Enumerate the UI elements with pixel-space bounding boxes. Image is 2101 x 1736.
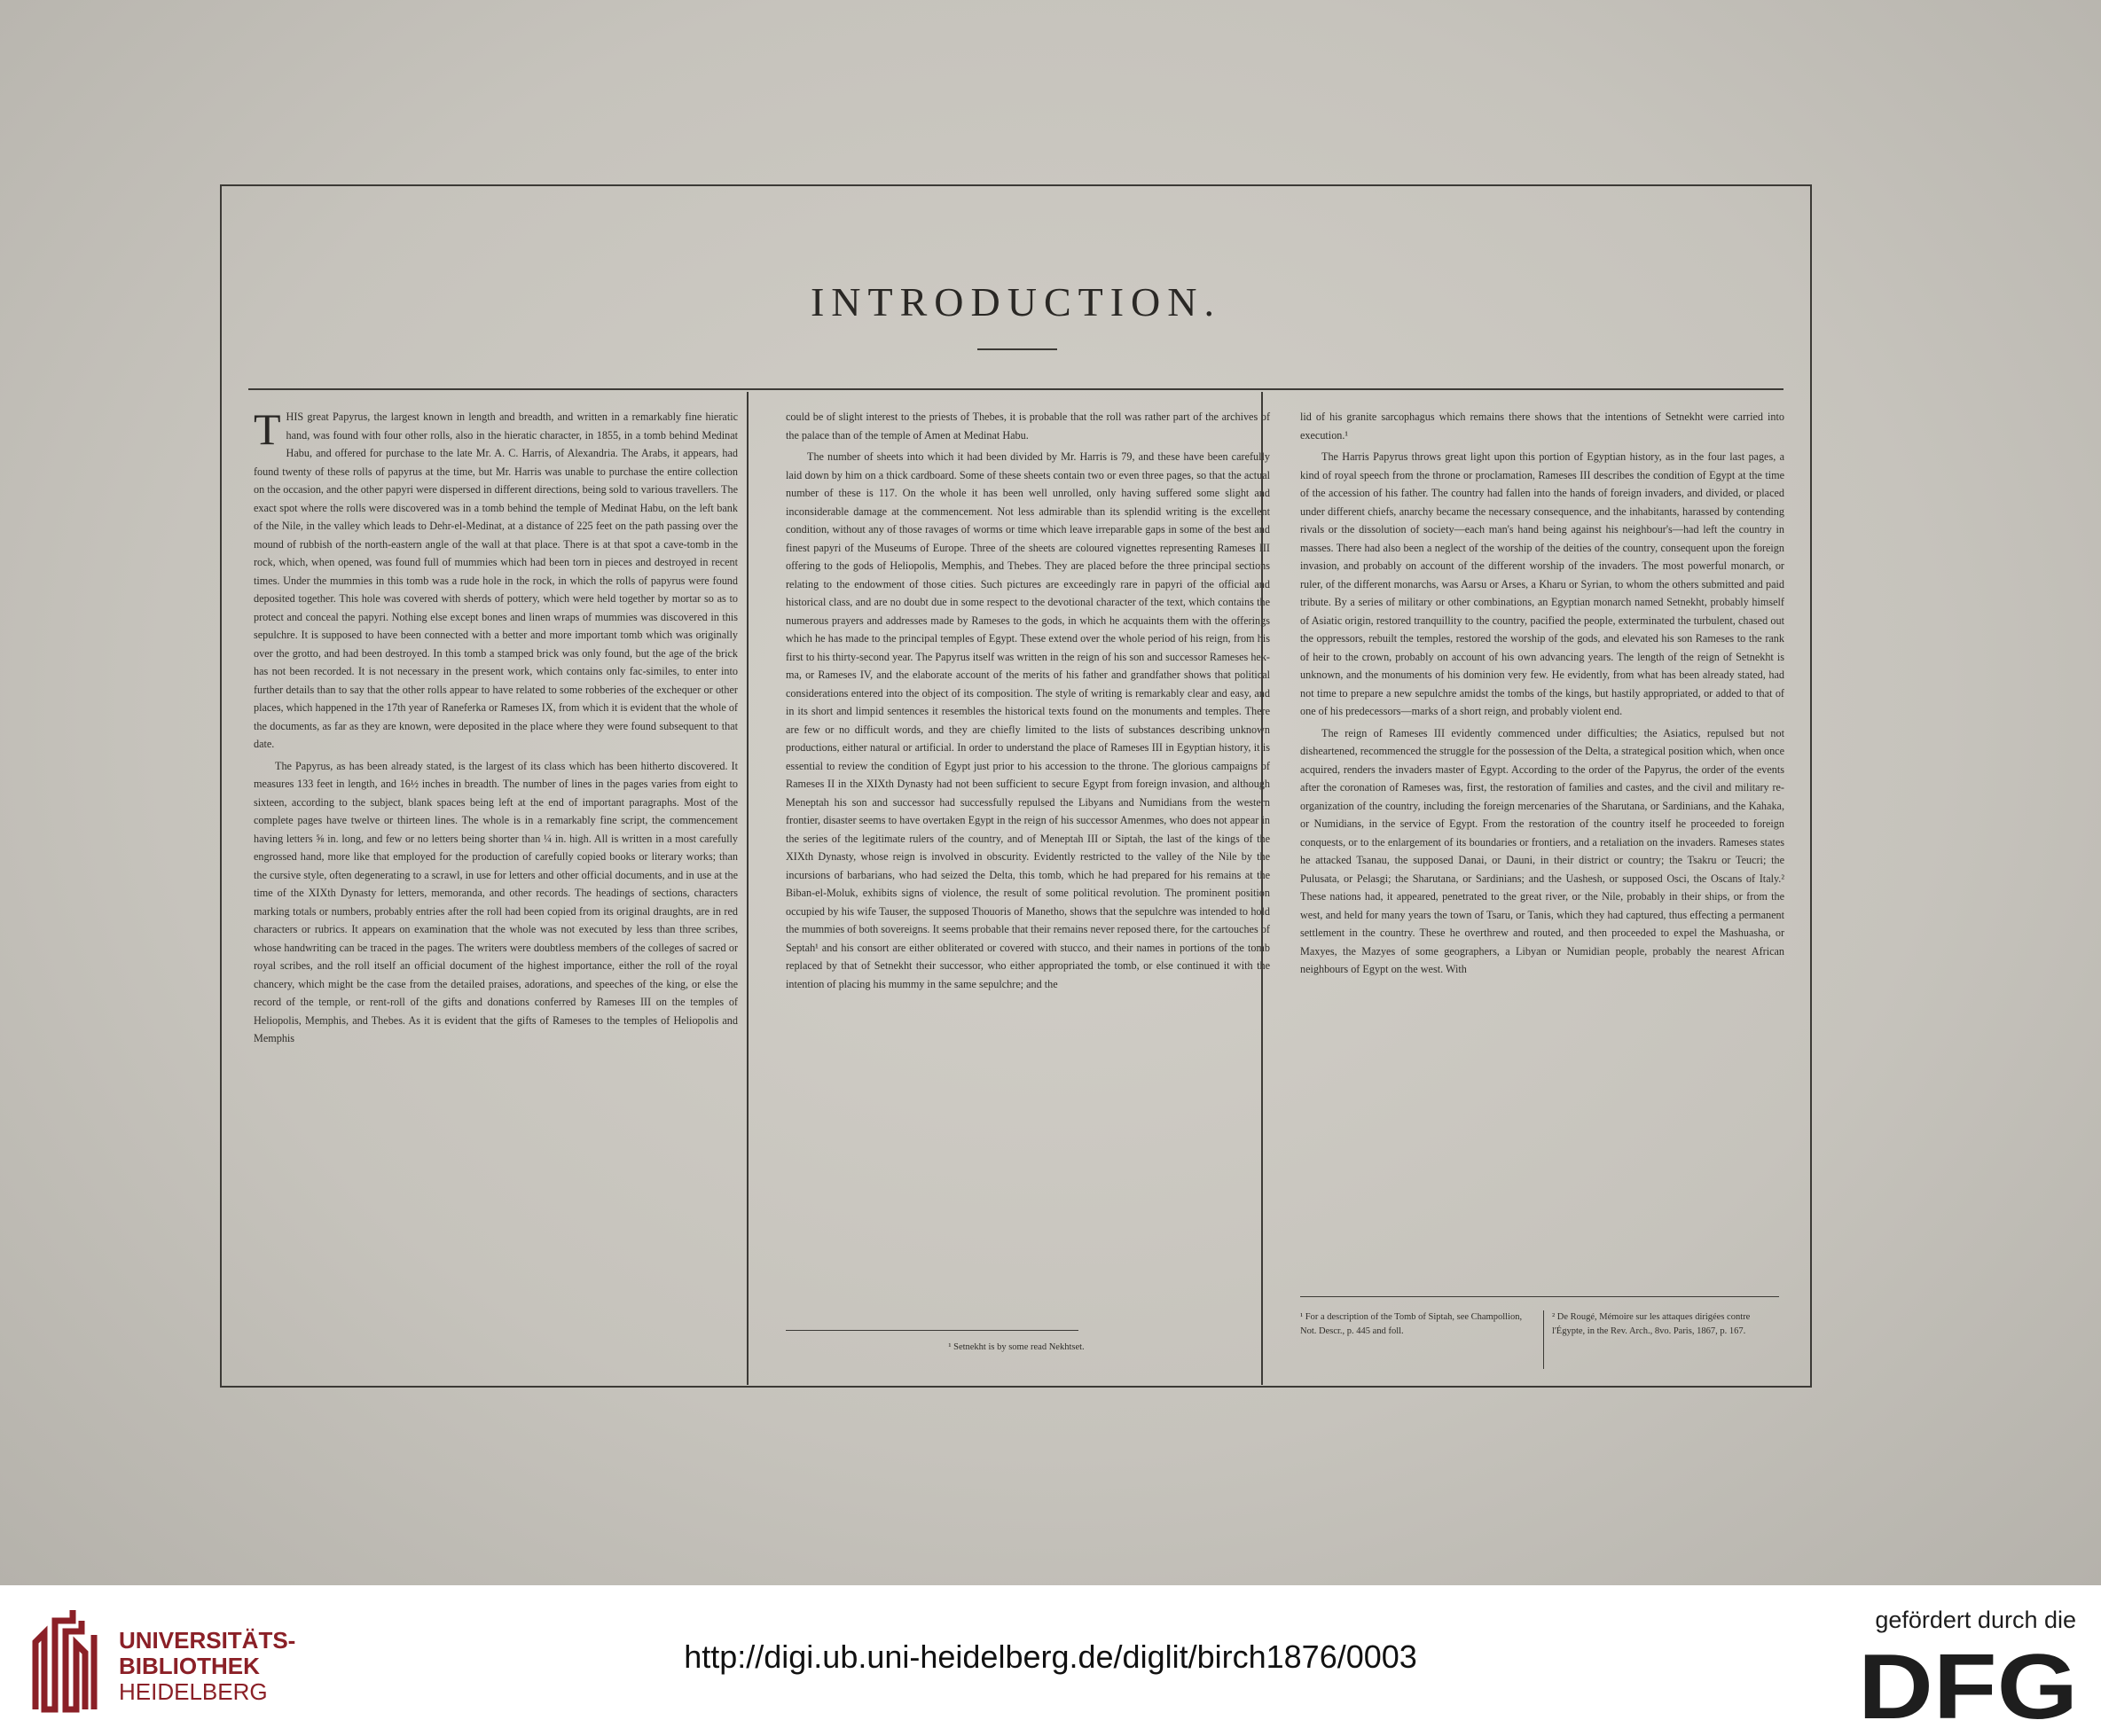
text-column-2: [786, 408, 1270, 997]
footnote: ¹ For a description of the Tomb of Siptah, see Champollion, Not. Descr., p. 445 and foll.: [1300, 1312, 1523, 1336]
institution-line: HEIDELBERG: [119, 1678, 268, 1705]
paragraph: The Papyrus, as has been already stated, is the largest of its class which has been hitherto discovered. It measures 133 feet in length, and 16½ inches in breadth. The number of lines in the pages varies from eight to sixteen, according to the subject, blank spaces being left at the end of important paragraphs. Most of the complete pages have twelve or thirteen lines. The whole is in a remarkably fine script, the commencement having letters ⅝ in. long, and few or no letters being shorter than ¼ in. high. All is written in a most carefully engrossed hand, more like that employed for the production of carefully copied books or literary works; than the cursive style, often degenerating to a scrawl, in use for letters and other official documents, and in use at the time of the XIXth Dynasty for letters, memoranda, and other records. The headings of sections, characters marking totals or numbers, probably entries after the roll had been copied from its original draughts, are in red characters or rubrics. It appears on examination that the whole was not executed by less than three scribes, whose handwriting can be traced in the pages. The writers were doubtless members of the colleges of sacred or royal scribes, and the roll itself an official document of the highest importance, either the roll of the royal chancery, which might be the case from the detailed praises, adorations, and speeches of the king, or else the record of the temple, or rent-roll of the gifts and donations conferred by Rameses III on the temples of Heliopolis, Memphis, and Thebes. As it is evident that the gifts of Rameses to the temples of Heliopolis and Memphis: [254, 759, 738, 1044]
column-divider: [747, 392, 749, 1385]
text-column-3: [1300, 408, 1784, 982]
footnote-divider: [1543, 1310, 1544, 1369]
page-frame: [220, 184, 1812, 1388]
page-title: INTRODUCTION.: [810, 279, 1221, 325]
paragraph: [254, 404, 738, 754]
institution-line: UNIVERSITÄTS-: [119, 1627, 296, 1654]
paragraph: The Harris Papyrus throws great light upon this portion of Egyptian history, as in the four last pages, a kind of royal speech from the throne or proclamation, Rameses III describes the condition of Egypt at the time of the accession of his father. The country had fallen into the hands of foreign invaders, and divided, or placed under different chiefs, anarchy became the necessary consequence, and the inhabitants, harassed by contending rivals or the dissolution of society—each man's hand being against his neighbour's—had left the country in masses. There had also been a neglect of the worship of the deities of the country, consequent upon the foreign invasion, and probably on account of the different worship of the invaders. The most powerful monarch, or ruler, of the different monarchs, was Aarsu or Arses, a Kharu or Syrian, to whom the others submitted and paid tribute. By a series of military or other combinations, an Egyptian monarch named Setnekht, probably himself of Asiatic origin, restored tranquillity to the country, pacified the people, exterminated the turbulent, chased out the oppressors, rebuilt the temples, restored the worship of the gods, and elevated his son Rameses to the rank of heir to the crown, probably on account of his own advancing years. The length of the reign of Setnekht is unknown, and the monuments of his dominion very few. He evidently, from what has been already stated, had not time to prepare a new sepulchre amidst the tombs of the kings, but hastily appropriated, or added to that of one of his predecessors—marks of a short reign, and probably violent end.: [1300, 450, 1784, 717]
footer-bar: [0, 1585, 2101, 1736]
paragraph: lid of his granite sarcophagus which remains there shows that the intentions of Setnekht were carried into execution.¹: [1300, 411, 1784, 442]
dfg-logo-icon: [1858, 1647, 2080, 1724]
title-rule: [977, 348, 1057, 350]
footnote-rule: [786, 1330, 1078, 1331]
paragraph: The number of sheets into which it had been divided by Mr. Harris is 79, and these have been carefully laid down by him on a thick cardboard. Some of these sheets contain two or even three pages, so that the actual number of these is 117. On the whole it has been well unrolled, only having suffered some slight and inconsiderable damage at the commencement. Not less admirable than its splendid writing is the excellent condition, without any of those ravages of worms or time which leave irreparable gaps in some of the best and finest papyri of the Museums of Europe. Three of the sheets are coloured vignettes representing Rameses III offering to the gods of Heliopolis, Memphis, and Thebes. They are placed before the three principal sections relating to the endowment of those cities. Such pictures are exceedingly rare in papyri of the official and historical class, and are no doubt due in some respect to the devotional character of the text, which contains the numerous prayers and addresses made by Rameses to the gods, in which he acquaints them with the offerings which he has made to the principal temples of Egypt. These extend over the whole period of his reign, from his first to his thirty-second year. The Papyrus itself was written in the reign of his son and successor Rameses hek-ma, or Rameses IV, and the elaborate account of the merits of his father and grandfather shows that political considerations entered into the object of its composition. The style of writing is remarkably clear and easy, and in its short and limpid sentences it resembles the historical texts found on the monuments and temples. There are few or no difficult words, and they are chiefly limited to the lists of substances describing unknown productions, either natural or artificial. In order to understand the place of Rameses III in Egyptian history, it is essential to review the condition of Egypt just prior to his accession to the throne. The glorious campaigns of Rameses II in the XIXth Dynasty had not been sufficient to secure Egypt from foreign invasion, and although Meneptah his son and successor had successfully repulsed the Libyans and Numidians from the western frontier, disaster seems to have overtaken Egypt in the reign of his successor Amenmes, who does not appear in the series of the legitimate rulers of the country, and of Meneptah III or Siptah, the last of the kings of the XIXth Dynasty, whose reign is involved in obscurity. Evidently restricted to the valley of the Nile by the incursions of barbarians, who had seized the Delta, this tomb, which he had prepared for his remains at the Biban-el-Moluk, exhibits signs of violence, the result of some political revolution. The prominent position occupied by his wife Tauser, the supposed Thouoris of Manetho, shows that the sepulchre was intended to hold the mummies of both sovereigns. It seems probable that their remains never reposed there, for the cartouches of Septah¹ and his consort are either obliterated or covered with stucco, and their names in portions of the tomb replaced by that of Setnekht their successor, who either appropriated the tomb, or else continued it with the intention of placing his mummy in the same sepulchre; and the: [786, 450, 1270, 990]
document-url-link[interactable]: http://digi.ub.uni-heidelberg.de/diglit/birch1876/0003: [684, 1638, 1417, 1675]
footnote: ² De Rougé, Mémoire sur les attaques dirigées contre l'Égypte, in the Rev. Arch., 8vo. Paris, 1867, p. 167.: [1552, 1312, 1751, 1336]
paragraph: could be of slight interest to the priests of Thebes, it is probable that the roll was rather part of the archives of the palace than of the temple of Amen at Medinat Habu.: [786, 411, 1270, 442]
funder-logo-text: DFG: [1858, 1647, 2078, 1724]
drop-cap: T: [254, 404, 281, 454]
footnote: ¹ Setnekht is by some read Nekhtset.: [948, 1342, 1085, 1352]
column-divider: [1261, 392, 1263, 1385]
footnote-rule: [1300, 1296, 1779, 1297]
paragraph-text: HIS great Papyrus, the largest known in length and breadth, and written in a remarkably fine hieratic hand, was found with four other rolls, also in the hieratic character, in 1855, in a tomb behind Medinat Habu, and offered for purchase to the late Mr. A. C. Harris, of Alexandria. The Arabs, it appears, had found twenty of these rolls of papyrus at the time, but Mr. Harris was unable to purchase the entire collection on the occasion, and the other papyri were dispersed in different directions, being sold to various travellers. The exact spot where the rolls were discovered was in a tomb behind the temple of Medinat Habu, on the left bank of the Nile, in the valley which leads to Dehr-el-Medinat, at a distance of 225 feet on the path passing over the mound of rubbish of the north-eastern angle of the wall at that place. There is at that spot a cave-tomb in the rock, which, when opened, was found full of mummies which had been torn in pieces and destroyed in recent times. Under the mummies in this tomb was a rude hole in the rock, in which the rolls of papyrus were found deposited together. This hole was covered with sherds of pottery, which were held together by mortar so as to protect and conceal the papyri. Nothing else except bones and linen wraps of mummies was discovered in this sepulchre. It is supposed to have been connected with a better and more important tomb which was originally over the grotto, and had been destroyed. In this tomb a stamped brick was only found, but the age of the brick has not been recorded. It is not necessary in the present work, which contains only fac-similes, to enter into further details than to say that the other rolls appear to have related to some robberies of the exchequer or other places, which happened in the 17th year of Raneferka or Rameses IX, from which it is evident that the whole of the documents, as far as they are known, were deposited in the place where they were found subsequent to that date.: [254, 411, 738, 750]
institution-line: BIBLIOTHEK: [119, 1653, 260, 1679]
funder-note: gefördert durch die: [1875, 1607, 2076, 1633]
paragraph: The reign of Rameses III evidently commenced under difficulties; the Asiatics, repulsed but not disheartened, recommenced the struggle for the possession of the Delta, a strategical position which, when once acquired, renders the invaders master of Egypt. According to the order of the Papyrus, the order of the events after the coronation of Rameses was, first, the restoration of families and castes, and the civil and military re-organization of the country, including the foreign mercenaries of the Sharutana, or Sardinians, and the Kahaka, or Numidians, in the service of Egypt. From the restoration of the country itself he proceeded to foreign conquests, or to the enlargement of its boundaries or frontiers, and a retaliation on the invaders. Rameses states he attacked Tsanau, the supposed Danai, or Dauni, in their district or country; the Tsakru or Teucri; the Pulusata, or Pelasgi; the Sharutana, or Sardinians; and the Uashesh, or supposed Osci, the Oscans of Italy.² These nations had, it appeared, penetrated to the great river, or the Nile, probably in their ships, or from the west, and held for many years the town of Tsaru, or Tanis, which they had captured, thus effecting a permanent settlement in the country. These he overthrew and routed, and then proceeded to expel the Mashuasha, or Maxyes, the Mazyes of some geographers, a Libyan or Numidian people, probably the nearest African neighbours of Egypt on the west. With: [1300, 726, 1784, 975]
top-rule: [248, 388, 1783, 390]
text-column-1: [254, 404, 738, 1052]
